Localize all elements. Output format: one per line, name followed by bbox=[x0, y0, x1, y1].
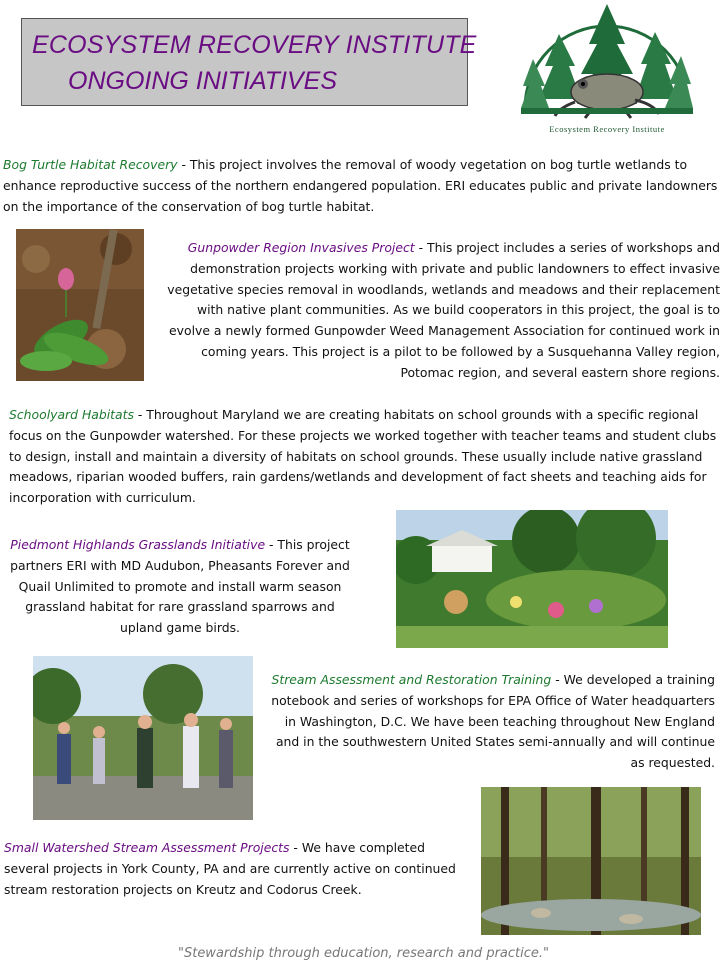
frog-trees-logo-icon bbox=[519, 4, 695, 122]
title-banner bbox=[21, 18, 477, 106]
project-schoolyard bbox=[9, 405, 721, 509]
project-title: Small Watershed Stream Assessment Projects bbox=[4, 840, 290, 855]
project-description: - This project involves the removal of woody vegetation on bog turtle wetlands to enhance reproductive success of the northern endangered population. ERI educates public and private landowners on the importance of the conservation of bog turtle habitat. bbox=[3, 157, 718, 214]
project-description: - Throughout Maryland we are creating habitats on school grounds with a specific regional focus on the Gunpowder watershed. For these projects we worked together with teacher teams and student clubs to design, install and maintain a diversity of habitats on school grounds. These usually include native grassland meadows, riparian wooded buffers, rain gardens/wetlands and development of fact sheets and teaching aids for incorporation with curriculum. bbox=[9, 407, 717, 506]
project-description: - We developed a training notebook and series of workshops for EPA Office of Water headquarters in Washington, D.C. We have been teaching throughout New England and in the southwestern United States semi-annually and will continue as requested. bbox=[271, 672, 715, 771]
project-title: Schoolyard Habitats bbox=[9, 407, 134, 422]
project-title: Piedmont Highlands Grasslands Initiative bbox=[10, 537, 266, 552]
lady-slipper-photo bbox=[16, 229, 144, 381]
project-description: - We have completed several projects in York County, PA and are currently active on continued stream restoration projects on Kreutz and Codorus Creek. bbox=[4, 840, 456, 897]
footer-quote: "Stewardship through education, research and practice." bbox=[177, 946, 549, 961]
project-small-watershed bbox=[4, 838, 474, 900]
project-title: Stream Assessment and Restoration Training bbox=[271, 672, 552, 687]
garden-photo bbox=[396, 510, 668, 648]
banner-line-2: ONGOING INITIATIVES bbox=[68, 67, 338, 95]
project-description: - This project includes a series of workshops and demonstration projects working with private and public landowners to effect invasive vegetative species removal in woodlands, wetlands and meadows and their replacement with native plant communities. As we build cooperators in this project, the goal is to evolve a newly formed Gunpowder Weed Management Association for continued work in coming years. This project is a pilot to be followed by a Susquehanna Valley region, Potomac region, and several eastern shore regions. bbox=[167, 240, 720, 380]
banner-line-1: ECOSYSTEM RECOVERY INSTITUTE bbox=[32, 31, 477, 59]
project-piedmont bbox=[4, 535, 356, 639]
project-description: - This project partners ERI with MD Audubon, Pheasants Forever and Quail Unlimited to promote and install warm season grassland habitat for rare grassland sparrows and upland game birds. bbox=[10, 537, 350, 636]
project-gunpowder bbox=[160, 238, 720, 384]
forest-stream-photo bbox=[481, 787, 701, 935]
eri-logo bbox=[519, 4, 695, 142]
project-bog-turtle bbox=[3, 155, 725, 217]
logo-caption: Ecosystem Recovery Institute bbox=[549, 124, 665, 134]
project-stream-training bbox=[262, 670, 715, 774]
project-title: Gunpowder Region Invasives Project bbox=[187, 240, 415, 255]
training-group-photo bbox=[33, 656, 253, 820]
project-title: Bog Turtle Habitat Recovery bbox=[3, 157, 178, 172]
